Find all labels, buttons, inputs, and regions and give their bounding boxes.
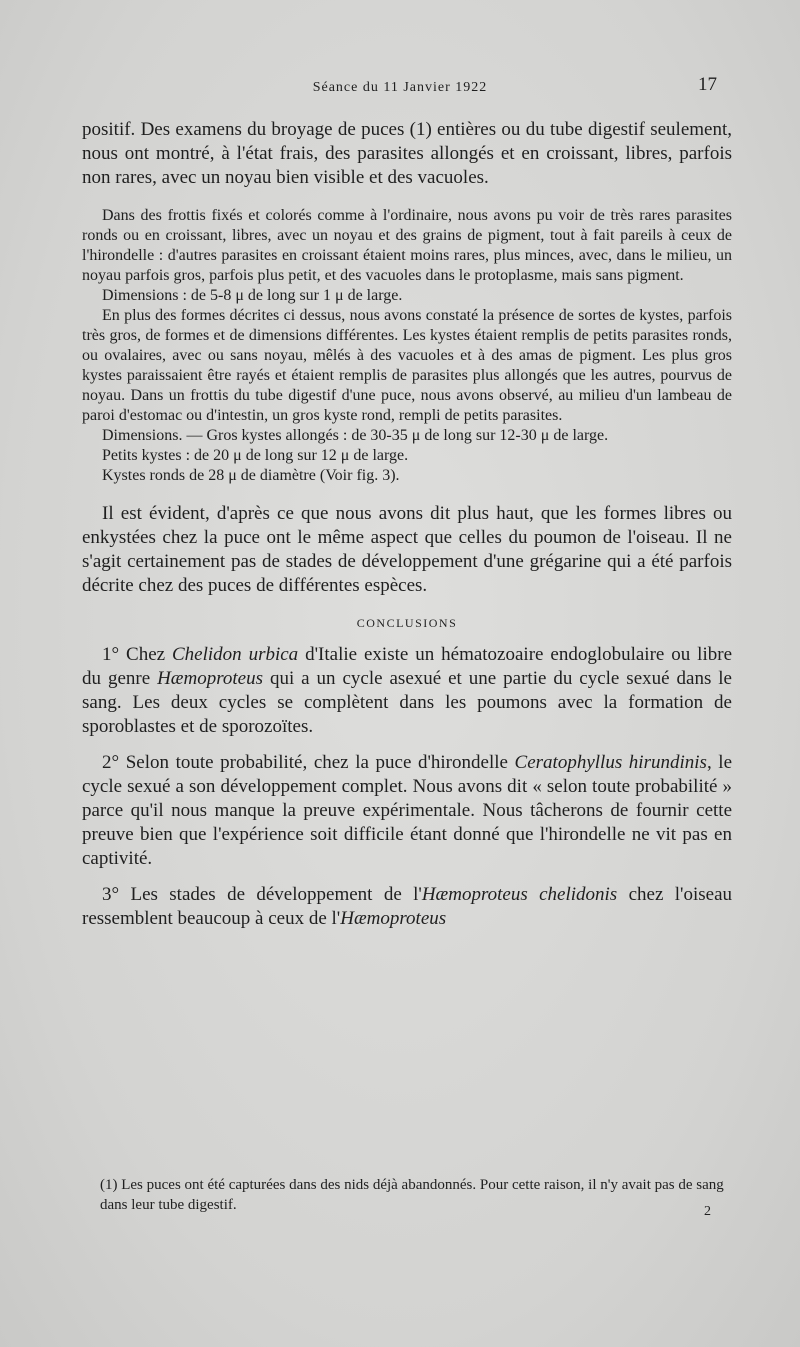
conclusion-2 (82, 751, 732, 871)
paragraph-3: Dimensions : de 5-8 μ de long sur 1 μ de large. (102, 287, 403, 304)
species-name: Ceratophyllus hirundinis (514, 752, 707, 773)
paragraph-8: Il est évident, d'après ce que nous avons dit plus haut, que les formes libres ou enkystées chez la puce ont le même aspect que celles du poumon de l'oiseau. Il ne s'agit certainement pas de stades de développement d'une grégarine qui a été parfois décrite chez des puces de différentes espèces. (82, 503, 732, 596)
conclusion-2-pre: 2° Selon toute probabilité, chez la puce d'hirondelle (102, 752, 515, 773)
paragraph-4: En plus des formes décrites ci dessus, nous avons constaté la présence de sortes de kystes, parfois très gros, de formes et de dimensions différentes. Les kystes étaient remplis de petits parasites ronds, ou ovalaires, avec ou sans noyau, mêlés à des vacuoles et à des amas de pigment. Les plus gros kystes paraissaient être rayés et étaient remplis de parasites plus allongés que les autres, pourvus de noyau. Dans un frottis du tube digestif d'une puce, nous avons observé, au milieu d'un lambeau de paroi d'estomac ou d'intestin, un gros kyste rond, rempli de petits parasites. (82, 307, 732, 424)
page-number: 17 (698, 74, 717, 95)
conclusion-3-mid: chez l'oiseau ressemblent beaucoup à ceux de l' (82, 884, 732, 929)
conclusion-2-post: , le cycle sexué a son développement complet. Nous avons dit « selon toute probabilité » parce qu'il nous manque la preuve expérimentale. Nous tâcherons de fournir cette preuve bien que l'expérience soit difficile étant donné que l'hirondelle ne vit pas en captivité. (82, 752, 732, 869)
paragraph-7: Kystes ronds de 28 μ de diamètre (Voir fig. 3). (102, 467, 400, 484)
conclusions-title: CONCLUSIONS (356, 616, 458, 630)
signature-number: 2 (704, 1204, 711, 1219)
genus-name: Hæmoproteus (157, 668, 263, 689)
species-name: Hæmoproteus chelidonis (421, 884, 618, 905)
paragraph-2: Dans des frottis fixés et colorés comme à l'ordinaire, nous avons pu voir de très rares parasites ronds ou en croissant, libres, avec un noyau et des grains de pigment, tout à fait pareils à ceux de l'hirondelle : d'autres parasites en croissant étaient moins rares, plus minces, avec, dans le milieu, un noyau parfois gros, parfois plus petit, et des vacuoles dans le protoplasme, mais sans pigment. (82, 207, 732, 284)
paragraph-1: positif. Des examens du broyage de puces (1) entières ou du tube digestif seulement, nous ont montré, à l'état frais, des parasites allongés et en croissant, libres, parfois non rares, avec un noyau bien visible et des vacuoles. (82, 119, 732, 188)
conclusion-3-pre: 3° Les stades de développement de l' (102, 884, 422, 905)
footnote: (1) Les puces ont été capturées dans des nids déjà abandonnés. Pour cette raison, il n'y avait pas de sang dans leur tube digestif. (100, 1177, 724, 1213)
conclusion-3 (82, 883, 732, 931)
conclusion-1 (82, 643, 732, 739)
paragraph-5: Dimensions. — Gros kystes allongés : de 30-35 μ de long sur 12-30 μ de large. (102, 427, 609, 444)
conclusion-1-post: qui a un cycle asexué et une partie du cycle sexué dans le sang. Les deux cycles se complètent dans les poumons avec la formation de sporoblastes et de sporozoïtes. (82, 668, 732, 737)
paragraph-6: Petits kystes : de 20 μ de long sur 12 μ de large. (102, 447, 409, 464)
species-name: Chelidon urbica (171, 644, 299, 665)
body-text (82, 118, 732, 931)
genus-name: Hæmoproteus (340, 908, 447, 929)
conclusion-1-mid: d'Italie existe un hématozoaire endoglobulaire ou libre du genre (82, 644, 732, 689)
running-header (0, 74, 800, 110)
conclusion-1-pre: 1° Chez (102, 644, 172, 665)
header-title: Séance du 11 Janvier 1922 (312, 80, 488, 95)
